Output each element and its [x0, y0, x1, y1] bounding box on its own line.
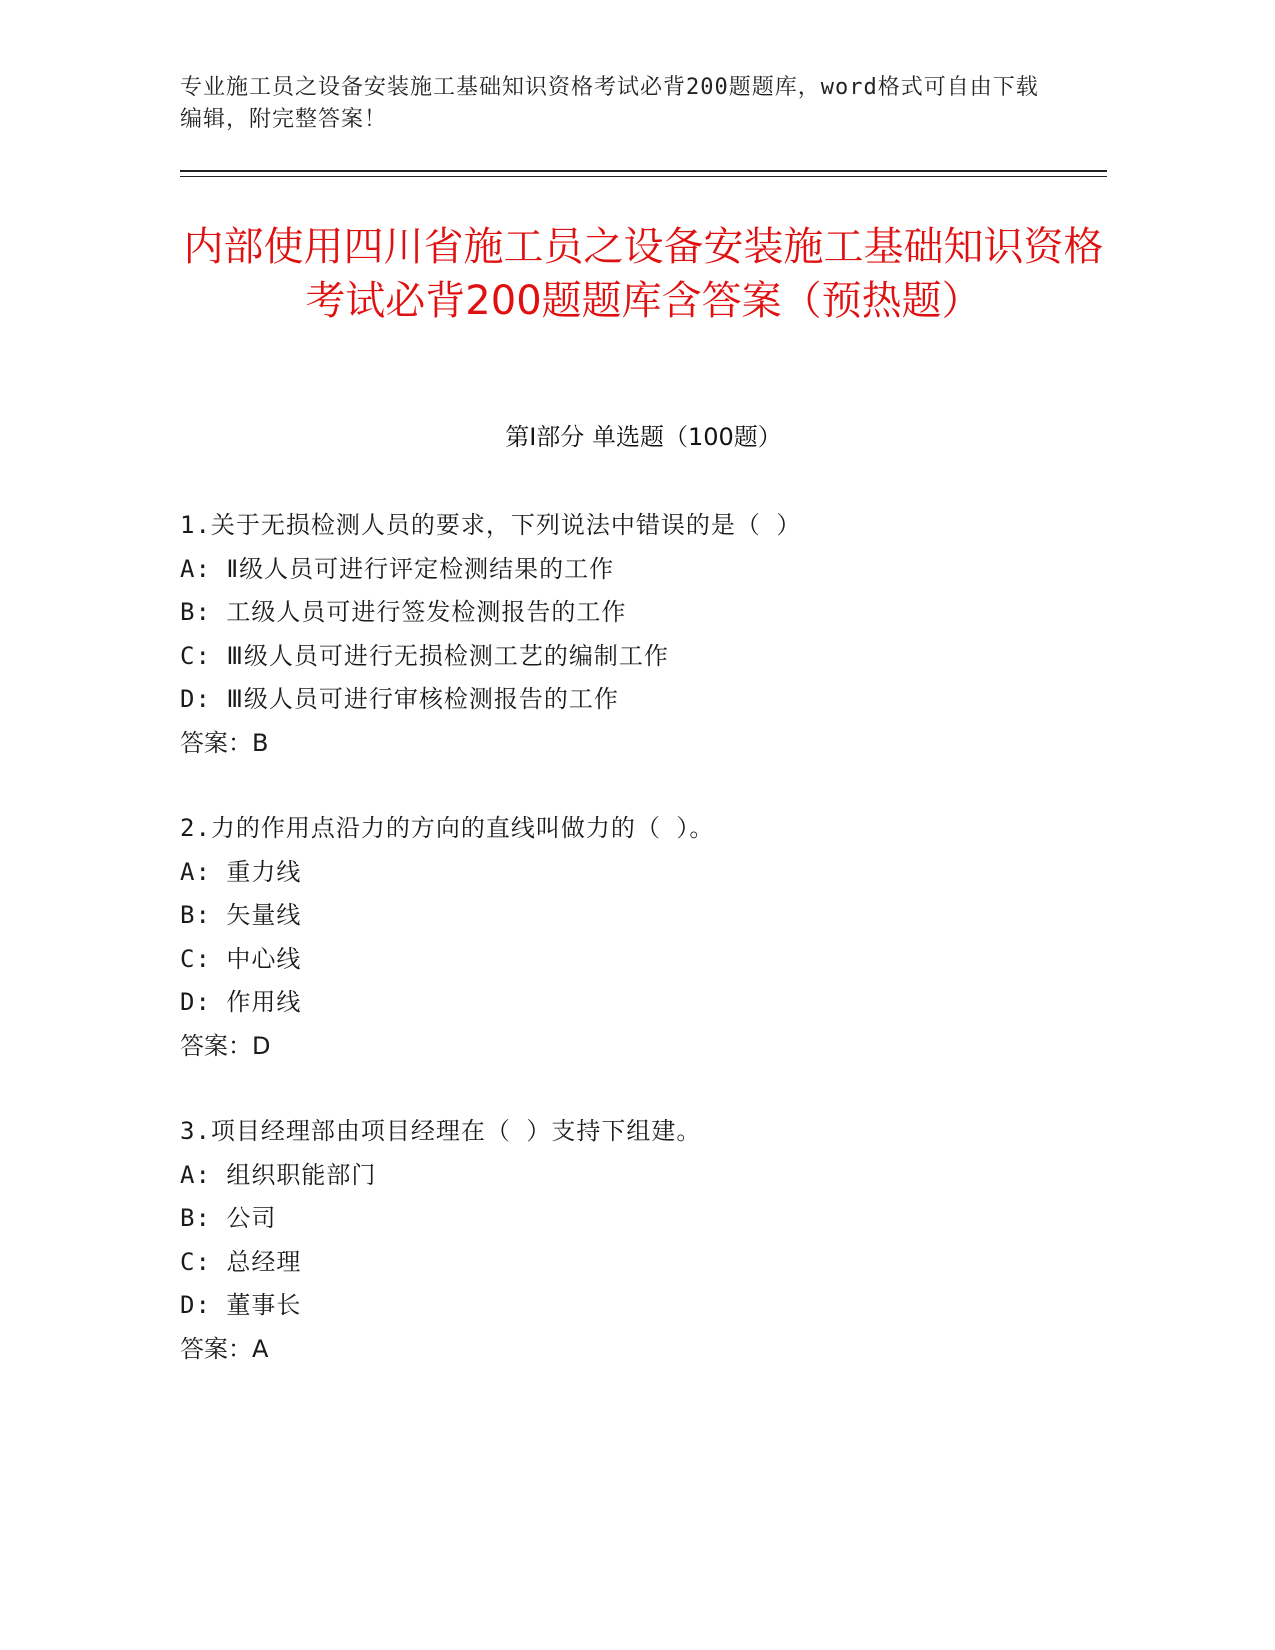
question-text: 2.力的作用点沿力的方向的直线叫做力的（ ）。 [180, 814, 715, 842]
option-b: B: 工级人员可进行签发检测报告的工作 [180, 598, 627, 626]
option-a: A: Ⅱ级人员可进行评定检测结果的工作 [180, 554, 615, 583]
question-text: 1.关于无损检测人员的要求，下列说法中错误的是（ ） [180, 511, 802, 539]
question-block-1 [180, 504, 1107, 765]
question-block-2 [180, 807, 1107, 1068]
option-a: A: 组织职能部门 [180, 1160, 377, 1189]
option-d: D: 董事长 [180, 1291, 302, 1319]
option-d: D: 作用线 [180, 988, 302, 1016]
section-title: 第Ⅰ部分 单选题（100题） [505, 423, 782, 451]
question-list [180, 504, 1107, 1413]
question-block-3 [180, 1110, 1107, 1371]
question-text: 3.项目经理部由项目经理在（ ）支持下组建。 [180, 1117, 702, 1145]
option-b: B: 矢量线 [180, 901, 302, 929]
option-c: C: 中心线 [180, 944, 302, 973]
document-title: 内部使用四川省施工员之设备安装施工基础知识资格考试必背200题题库含答案（预热题） [183, 224, 1104, 324]
option-d: D: Ⅲ级人员可进行审核检测报告的工作 [180, 685, 619, 713]
option-b: B: 公司 [180, 1204, 277, 1232]
answer-text: 答案：A [180, 1334, 269, 1363]
option-c: C: Ⅲ级人员可进行无损检测工艺的编制工作 [180, 641, 669, 670]
answer-text: 答案：D [180, 1031, 271, 1060]
option-a: A: 重力线 [180, 857, 302, 886]
header-divider-thin [180, 176, 1107, 177]
answer-text: 答案：B [180, 728, 269, 757]
header-note: 专业施工员之设备安装施工基础知识资格考试必背200题题库，word格式可自由下载编辑，附完整答案！ [180, 75, 1039, 132]
option-c: C: 总经理 [180, 1247, 302, 1276]
header-divider-thick [180, 170, 1107, 172]
